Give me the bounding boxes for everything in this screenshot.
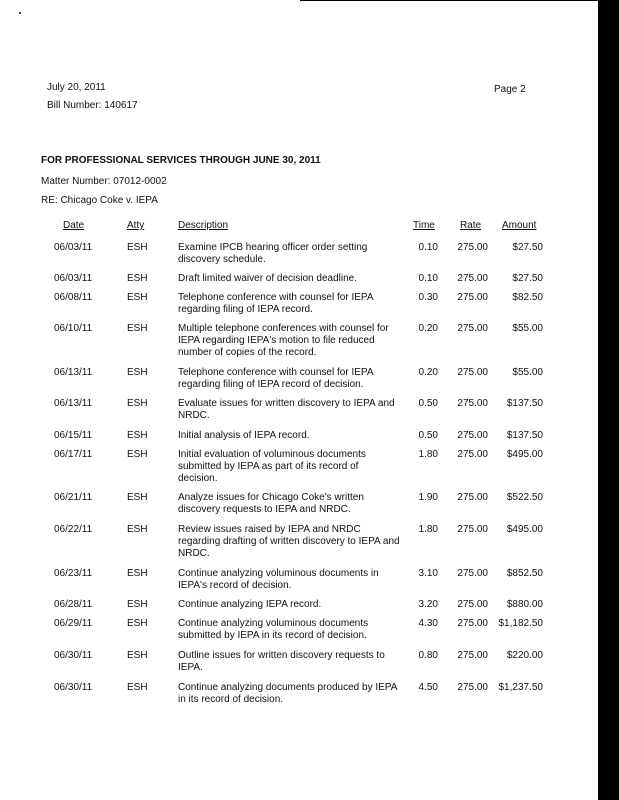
entry-attorney: ESH <box>127 367 148 378</box>
entry-amount: $220.00 <box>506 650 543 661</box>
entry-description: Continue analyzing documents produced by IEPA in its record of decision. <box>178 682 397 705</box>
entry-rate: 275.00 <box>457 367 488 378</box>
entry-attorney: ESH <box>127 568 148 579</box>
entry-amount: $137.50 <box>506 430 543 441</box>
re-line: RE: Chicago Coke v. IEPA <box>41 195 158 206</box>
entry-attorney: ESH <box>127 618 148 629</box>
scan-right-edge <box>600 0 619 800</box>
entry-attorney: ESH <box>127 273 148 284</box>
matter-number: Matter Number: 07012-0002 <box>41 176 167 187</box>
entry-time: 0.20 <box>418 367 438 378</box>
entry-attorney: ESH <box>127 650 148 661</box>
entry-date: 06/23/11 <box>54 568 93 579</box>
entry-description: Draft limited waiver of decision deadline. <box>178 273 357 284</box>
entry-description: Continue analyzing voluminous documents in IEPA's record of decision. <box>178 568 379 591</box>
entry-time: 0.80 <box>418 650 438 661</box>
entry-time: 4.30 <box>418 618 438 629</box>
entry-amount: $27.50 <box>512 242 543 253</box>
entry-rate: 275.00 <box>457 292 488 303</box>
entry-date: 06/30/11 <box>54 682 93 693</box>
entry-date: 06/22/11 <box>54 524 93 535</box>
entry-amount: $137.50 <box>506 398 543 409</box>
entry-rate: 275.00 <box>457 398 488 409</box>
entry-description: Continue analyzing IEPA record. <box>178 599 322 610</box>
entry-attorney: ESH <box>127 449 148 460</box>
entry-rate: 275.00 <box>457 524 488 535</box>
entry-description: Evaluate issues for written discovery to IEPA and NRDC. <box>178 398 395 421</box>
column-header-date: Date <box>63 220 85 231</box>
entry-description: Review issues raised by IEPA and NRDC regarding drafting of written discovery to IEPA and NRDC. <box>178 524 400 559</box>
entry-date: 06/13/11 <box>54 398 93 409</box>
entry-time: 0.10 <box>418 273 438 284</box>
entry-amount: $27.50 <box>512 273 543 284</box>
entry-amount: $852.50 <box>506 568 543 579</box>
entry-date: 06/10/11 <box>54 323 93 334</box>
entry-rate: 275.00 <box>457 449 488 460</box>
entry-rate: 275.00 <box>457 650 488 661</box>
entry-date: 06/08/11 <box>54 292 93 303</box>
entry-rate: 275.00 <box>457 430 488 441</box>
entry-time: 4.50 <box>418 682 438 693</box>
entry-attorney: ESH <box>127 524 148 535</box>
entry-amount: $1,182.50 <box>498 618 543 629</box>
entry-rate: 275.00 <box>457 323 488 334</box>
entry-date: 06/17/11 <box>54 449 93 460</box>
entry-attorney: ESH <box>127 599 148 610</box>
entry-amount: $82.50 <box>512 292 543 303</box>
entry-description: Multiple telephone conferences with counsel for IEPA regarding IEPA's motion to file reduced number of copies of the record. <box>178 323 389 358</box>
entry-time: 0.10 <box>418 242 438 253</box>
column-header-amount: Amount <box>502 220 537 231</box>
entry-rate: 275.00 <box>457 568 488 579</box>
entry-description: Outline issues for written discovery requests to IEPA. <box>178 650 385 673</box>
entry-time: 0.50 <box>418 398 438 409</box>
entry-description: Initial evaluation of voluminous documents submitted by IEPA as part of its record of decision. <box>178 449 366 484</box>
entry-time: 3.20 <box>418 599 438 610</box>
entry-attorney: ESH <box>127 242 148 253</box>
entry-attorney: ESH <box>127 323 148 334</box>
entry-date: 06/28/11 <box>54 599 93 610</box>
scan-top-edge <box>300 0 600 1</box>
column-header-atty: Atty <box>127 220 145 231</box>
entry-date: 06/03/11 <box>54 242 93 253</box>
entry-date: 06/30/11 <box>54 650 93 661</box>
entry-date: 06/29/11 <box>54 618 93 629</box>
entry-rate: 275.00 <box>457 682 488 693</box>
column-header-rate: Rate <box>460 220 482 231</box>
entry-date: 06/03/11 <box>54 273 93 284</box>
entry-description: Telephone conference with counsel for IEPA regarding filing of IEPA record. <box>178 292 373 315</box>
entry-rate: 275.00 <box>457 599 488 610</box>
services-heading: FOR PROFESSIONAL SERVICES THROUGH JUNE 30, 2011 <box>41 155 321 166</box>
entry-rate: 275.00 <box>457 492 488 503</box>
entry-time: 1.80 <box>418 524 438 535</box>
entry-time: 0.20 <box>418 323 438 334</box>
bill-number: Bill Number: 140617 <box>47 100 138 111</box>
invoice-date: July 20, 2011 <box>47 82 106 93</box>
entry-date: 06/13/11 <box>54 367 93 378</box>
scan-speck <box>19 12 21 14</box>
column-header-description: Description <box>178 220 229 231</box>
entry-amount: $495.00 <box>506 449 543 460</box>
entry-amount: $1,237.50 <box>498 682 543 693</box>
entry-date: 06/21/11 <box>54 492 93 503</box>
entry-attorney: ESH <box>127 682 148 693</box>
entry-time: 1.90 <box>418 492 438 503</box>
entry-description: Examine IPCB hearing officer order setting discovery schedule. <box>178 242 368 265</box>
entry-attorney: ESH <box>127 430 148 441</box>
page-number: Page 2 <box>494 84 526 95</box>
entry-time: 0.50 <box>418 430 438 441</box>
entry-amount: $880.00 <box>506 599 543 610</box>
entry-amount: $495.00 <box>506 524 543 535</box>
entry-date: 06/15/11 <box>54 430 93 441</box>
entry-description: Telephone conference with counsel for IEPA regarding filing of IEPA record of decision. <box>178 367 373 390</box>
entry-time: 1.80 <box>418 449 438 460</box>
entry-amount: $55.00 <box>512 367 543 378</box>
entry-rate: 275.00 <box>457 618 488 629</box>
entry-time: 0.30 <box>418 292 438 303</box>
column-header-time: Time <box>413 220 435 231</box>
entry-amount: $522.50 <box>506 492 543 503</box>
entry-description: Analyze issues for Chicago Coke's written discovery requests to IEPA and NRDC. <box>178 492 364 515</box>
entry-attorney: ESH <box>127 398 148 409</box>
entry-amount: $55.00 <box>512 323 543 334</box>
entry-time: 3.10 <box>418 568 438 579</box>
entry-attorney: ESH <box>127 292 148 303</box>
entry-rate: 275.00 <box>457 242 488 253</box>
entry-description: Initial analysis of IEPA record. <box>178 430 310 441</box>
entry-description: Continue analyzing voluminous documents submitted by IEPA in its record of decision. <box>178 618 369 641</box>
entry-attorney: ESH <box>127 492 148 503</box>
entry-rate: 275.00 <box>457 273 488 284</box>
